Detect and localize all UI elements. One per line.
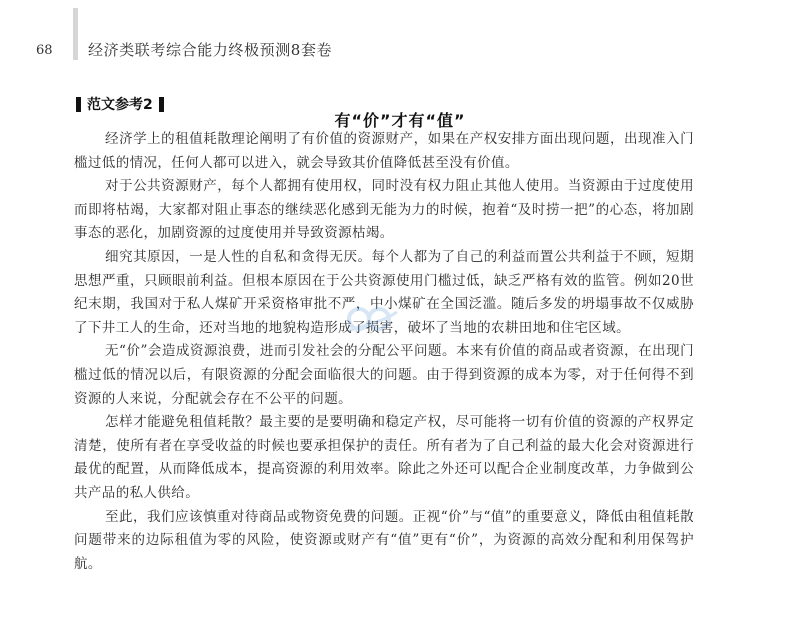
essay-paragraph: 细究其原因，一是人性的自私和贪得无厌。每个人都为了自己的利益而置公共利益于不顾，短期思想严重，只顾眼前利益。但根本原因在于公共资源使用门槛过低，缺乏严格有效的监管。例如20世纪末期，我国对于私人煤矿开采资格审批不严，中小煤矿在全国泛滥。随后多发的坍塌事故不仅威胁了下井工人的生命，还对当地的地貌构造形成了损害，破坏了当地的农耕田地和住宅区域。 — [74, 248, 694, 336]
essay-paragraph: 经济学上的租值耗散理论阐明了有价值的资源财产，如果在产权安排方面出现问题，出现准入门槛过低的情况，任何人都可以进入，就会导致其价值降低甚至没有价值。 — [74, 131, 694, 171]
page-number: 68 — [36, 43, 53, 58]
essay-paragraph: 怎样才能避免租值耗散？最主要的是要明确和稳定产权，尽可能将一切有价值的资源的产权界定清楚，使所有者在享受收益的时候也要承担保护的责任。所有者为了自己利益的最大化会对资源进行最优的配置，从而降低成本，提高资源的利用效率。除此之外还可以配合企业制度改革，力争做到公共产品的私人供给。 — [74, 414, 694, 501]
running-title: 经济类联考综合能力终极预测8套卷 — [88, 41, 333, 59]
essay-body — [74, 128, 694, 576]
essay-title: 有“价”才有“值” — [334, 111, 466, 130]
header-divider-bar — [73, 8, 78, 60]
section-heading-label: 范文参考2 — [87, 97, 153, 113]
essay-paragraph: 无“价”会造成资源浪费，进而引发社会的分配公平问题。本来有价值的商品或者资源，在出现门槛过低的情况以后，有限资源的分配会面临很大的问题。由于得到资源的成本为零，对于任何得不到资源的人来说，分配就会存在不公平的问题。 — [74, 343, 694, 407]
essay-paragraph: 对于公共资源财产，每个人都拥有使用权，同时没有权力阻止其他人使用。当资源由于过度使用而即将枯竭，大家都对阻止事态的继续恶化感到无能为力的时候，抱着“及时捞一把”的心态，将加剧事态的恶化，加剧资源的过度使用并导致资源枯竭。 — [74, 178, 694, 242]
essay-paragraph: 至此，我们应该慎重对待商品或物资免费的问题。正视“价”与“值”的重要意义，降低由租值耗散问题带来的边际租值为零的风险，使资源或财产有“值”更有“价”，为资源的高效分配和利用保驾护航。 — [74, 508, 694, 572]
watermark-logo-icon — [345, 302, 401, 336]
page-header — [0, 0, 800, 70]
